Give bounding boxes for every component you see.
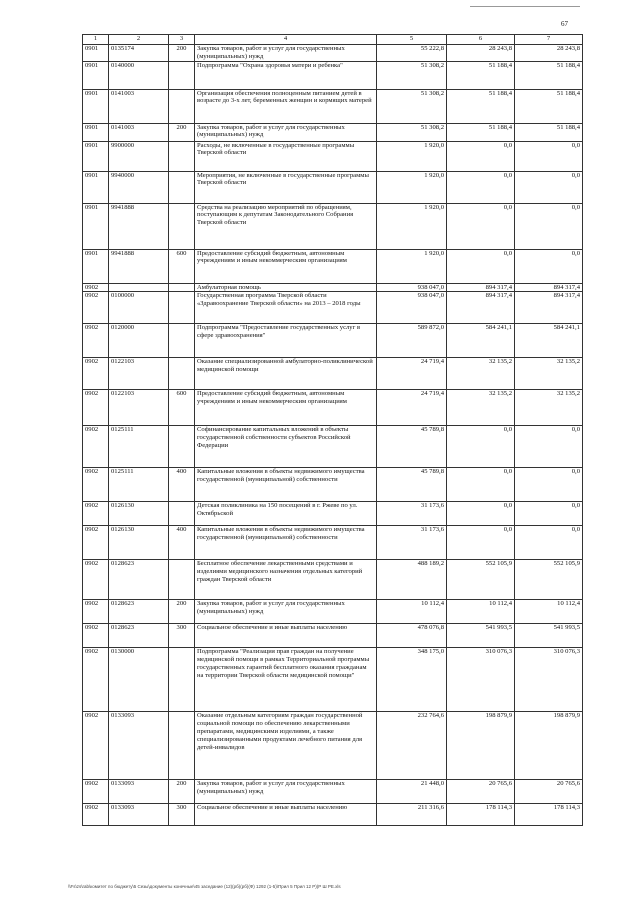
expense-type-cell — [169, 560, 195, 600]
amount-cell: 584 241,1 — [515, 324, 583, 358]
section-code-cell: 0901 — [83, 123, 109, 141]
amount-cell: 1 920,0 — [377, 171, 447, 203]
description-cell: Детская поликлиника на 150 посещений в г. Ржеве по ул. Октябрьской — [195, 502, 377, 526]
section-code-cell: 0902 — [83, 560, 109, 600]
amount-cell: 21 448,0 — [377, 780, 447, 804]
section-code-cell: 0901 — [83, 61, 109, 89]
amount-cell: 51 188,4 — [447, 123, 515, 141]
description-cell: Средства на реализацию мероприятий по обращениям, поступающим к депутатам Законодательного Собрания Тверской области — [195, 203, 377, 249]
amount-cell: 28 243,8 — [515, 45, 583, 62]
amount-cell: 0,0 — [447, 526, 515, 560]
section-code-cell: 0902 — [83, 283, 109, 292]
expense-type-cell: 600 — [169, 249, 195, 283]
amount-cell: 0,0 — [515, 141, 583, 171]
expense-type-cell — [169, 292, 195, 324]
amount-cell: 310 076,3 — [447, 648, 515, 712]
amount-cell: 178 114,3 — [515, 804, 583, 826]
amount-cell: 488 189,2 — [377, 560, 447, 600]
target-article-cell: 0100000 — [109, 292, 169, 324]
amount-cell: 0,0 — [447, 171, 515, 203]
amount-cell: 894 317,4 — [447, 283, 515, 292]
target-article-cell: 0133093 — [109, 804, 169, 826]
section-code-cell: 0902 — [83, 780, 109, 804]
table-row — [83, 712, 583, 780]
amount-cell: 10 112,4 — [515, 600, 583, 624]
amount-cell: 938 047,0 — [377, 292, 447, 324]
section-code-cell: 0901 — [83, 203, 109, 249]
description-cell: Подпрограмма "Реализация прав граждан на получение медицинской помощи в рамках Территориальной программы государственных гарантий бесплатного оказания гражданам на территории Тверской области медицинской помощи" — [195, 648, 377, 712]
section-code-cell: 0901 — [83, 45, 109, 62]
budget-table — [82, 34, 583, 826]
target-article-cell: 0141003 — [109, 89, 169, 123]
table-row — [83, 426, 583, 468]
target-article-cell: 0122103 — [109, 358, 169, 390]
table-row — [83, 123, 583, 141]
amount-cell: 51 188,4 — [447, 61, 515, 89]
target-article-cell: 0126130 — [109, 502, 169, 526]
amount-cell: 0,0 — [515, 468, 583, 502]
section-code-cell: 0902 — [83, 468, 109, 502]
section-code-cell: 0902 — [83, 600, 109, 624]
target-article-cell: 0125111 — [109, 468, 169, 502]
target-article-cell: 0141003 — [109, 123, 169, 141]
table-row — [83, 780, 583, 804]
target-article-cell — [109, 283, 169, 292]
description-cell: Мероприятия, не включенные в государственные программы Тверской области — [195, 171, 377, 203]
expense-type-cell: 300 — [169, 624, 195, 648]
expense-type-cell — [169, 324, 195, 358]
table-row — [83, 141, 583, 171]
target-article-cell: 9941888 — [109, 249, 169, 283]
description-cell: Закупка товаров, работ и услуг для государственных (муниципальных) нужд — [195, 123, 377, 141]
expense-type-cell: 200 — [169, 600, 195, 624]
expense-type-cell — [169, 426, 195, 468]
amount-cell: 20 765,6 — [447, 780, 515, 804]
description-cell: Государственная программа Тверской области «Здравоохранение Тверской области» на 2013 – 2018 годы — [195, 292, 377, 324]
amount-cell: 938 047,0 — [377, 283, 447, 292]
amount-cell: 20 765,6 — [515, 780, 583, 804]
section-code-cell: 0901 — [83, 249, 109, 283]
table-row — [83, 390, 583, 426]
description-cell: Подпрограмма "Охрана здоровья матери и ребенка" — [195, 61, 377, 89]
amount-cell: 0,0 — [447, 203, 515, 249]
description-cell: Расходы, не включенные в государственные программы Тверской области — [195, 141, 377, 171]
expense-type-cell: 200 — [169, 123, 195, 141]
table-row — [83, 45, 583, 62]
target-article-cell: 0128623 — [109, 600, 169, 624]
section-code-cell: 0902 — [83, 624, 109, 648]
amount-cell: 0,0 — [515, 249, 583, 283]
top-rule — [470, 6, 580, 7]
section-code-cell: 0902 — [83, 804, 109, 826]
section-code-cell: 0902 — [83, 526, 109, 560]
section-code-cell: 0902 — [83, 292, 109, 324]
table-row — [83, 502, 583, 526]
description-cell: Капитальные вложения в объекты недвижимого имущества государственной (муниципальной) собственности — [195, 468, 377, 502]
table-row — [83, 804, 583, 826]
page-number: 67 — [561, 20, 568, 28]
amount-cell: 55 222,8 — [377, 45, 447, 62]
amount-cell: 310 076,3 — [515, 648, 583, 712]
expense-type-cell: 200 — [169, 780, 195, 804]
target-article-cell: 0126130 — [109, 526, 169, 560]
table-row — [83, 648, 583, 712]
section-code-cell: 0901 — [83, 89, 109, 123]
table-row — [83, 89, 583, 123]
table-row — [83, 624, 583, 648]
expense-type-cell — [169, 141, 195, 171]
amount-cell: 0,0 — [515, 426, 583, 468]
table-row — [83, 358, 583, 390]
amount-cell: 584 241,1 — [447, 324, 515, 358]
amount-cell: 24 719,4 — [377, 358, 447, 390]
expense-type-cell — [169, 502, 195, 526]
amount-cell: 45 789,8 — [377, 468, 447, 502]
table-row — [83, 203, 583, 249]
expense-type-cell — [169, 648, 195, 712]
expense-type-cell: 400 — [169, 526, 195, 560]
amount-cell: 552 105,9 — [447, 560, 515, 600]
section-code-cell: 0902 — [83, 712, 109, 780]
amount-cell: 1 920,0 — [377, 249, 447, 283]
table-row — [83, 526, 583, 560]
table-row — [83, 249, 583, 283]
description-cell: Предоставление субсидий бюджетным, автономным учреждениям и иным некоммерческим организациям — [195, 249, 377, 283]
description-cell: Закупка товаров, работ и услуг для государственных (муниципальных) нужд — [195, 600, 377, 624]
target-article-cell: 0122103 — [109, 390, 169, 426]
amount-cell: 1 920,0 — [377, 203, 447, 249]
target-article-cell: 0140000 — [109, 61, 169, 89]
amount-cell: 10 112,4 — [377, 600, 447, 624]
amount-cell: 0,0 — [515, 171, 583, 203]
section-code-cell: 0902 — [83, 648, 109, 712]
amount-cell: 541 993,5 — [515, 624, 583, 648]
table-row — [83, 283, 583, 292]
table-row — [83, 61, 583, 89]
amount-cell: 24 719,4 — [377, 390, 447, 426]
amount-cell: 0,0 — [515, 502, 583, 526]
header-cell: 5 — [377, 35, 447, 45]
description-cell: Подпрограмма "Предоставление государственных услуг в сфере здравоохранения" — [195, 324, 377, 358]
section-code-cell: 0902 — [83, 390, 109, 426]
expense-type-cell: 200 — [169, 45, 195, 62]
amount-cell: 0,0 — [447, 426, 515, 468]
target-article-cell: 0125111 — [109, 426, 169, 468]
amount-cell: 32 135,2 — [515, 390, 583, 426]
description-cell: Капитальные вложения в объекты недвижимого имущества государственной (муниципальной) собственности — [195, 526, 377, 560]
target-article-cell: 9900000 — [109, 141, 169, 171]
target-article-cell: 0135174 — [109, 45, 169, 62]
amount-cell: 32 135,2 — [447, 390, 515, 426]
table-row — [83, 468, 583, 502]
amount-cell: 198 879,9 — [515, 712, 583, 780]
expense-type-cell — [169, 712, 195, 780]
amount-cell: 198 879,9 — [447, 712, 515, 780]
expense-type-cell — [169, 89, 195, 123]
amount-cell: 541 993,5 — [447, 624, 515, 648]
description-cell: Предоставление субсидий бюджетным, автономным учреждениям и иным некоммерческим организациям — [195, 390, 377, 426]
header-cell: 1 — [83, 35, 109, 45]
description-cell: Закупка товаров, работ и услуг для государственных (муниципальных) нужд — [195, 780, 377, 804]
header-cell: 3 — [169, 35, 195, 45]
table-row — [83, 324, 583, 358]
amount-cell: 211 316,6 — [377, 804, 447, 826]
section-code-cell: 0901 — [83, 141, 109, 171]
table-row — [83, 171, 583, 203]
target-article-cell: 0128623 — [109, 560, 169, 600]
description-cell: Оказание специализированной амбулаторно-поликлинической медицинской помощи — [195, 358, 377, 390]
amount-cell: 0,0 — [447, 502, 515, 526]
amount-cell: 31 173,6 — [377, 526, 447, 560]
description-cell: Социальное обеспечение и иные выплаты населению — [195, 804, 377, 826]
amount-cell: 1 920,0 — [377, 141, 447, 171]
target-article-cell: 9940000 — [109, 171, 169, 203]
description-cell: Закупка товаров, работ и услуг для государственных (муниципальных) нужд — [195, 45, 377, 62]
amount-cell: 51 188,4 — [515, 89, 583, 123]
amount-cell: 51 188,4 — [515, 123, 583, 141]
expense-type-cell: 300 — [169, 804, 195, 826]
amount-cell: 51 188,4 — [515, 61, 583, 89]
amount-cell: 0,0 — [447, 249, 515, 283]
table-row — [83, 292, 583, 324]
header-cell: 6 — [447, 35, 515, 45]
header-cell: 7 — [515, 35, 583, 45]
amount-cell: 28 243,8 — [447, 45, 515, 62]
description-cell: Софинансирование капитальных вложений в объекты государственной собственности субъектов Российской Федерации — [195, 426, 377, 468]
expense-type-cell — [169, 203, 195, 249]
description-cell: Социальное обеспечение и иные выплаты населению — [195, 624, 377, 648]
description-cell: Оказание отдельным категориям граждан государственной социальной помощи по обеспечению лекарственными препаратами, медицинскими изделиями, а также специализированными продуктами лечебного питания для детей-инвалидов — [195, 712, 377, 780]
amount-cell: 32 135,2 — [515, 358, 583, 390]
table-row — [83, 600, 583, 624]
description-cell: Амбулаторная помощь — [195, 283, 377, 292]
amount-cell: 51 188,4 — [447, 89, 515, 123]
header-cell: 2 — [109, 35, 169, 45]
target-article-cell: 0130000 — [109, 648, 169, 712]
amount-cell: 0,0 — [515, 203, 583, 249]
target-article-cell: 9941888 — [109, 203, 169, 249]
amount-cell: 232 764,6 — [377, 712, 447, 780]
section-code-cell: 0902 — [83, 324, 109, 358]
amount-cell: 51 308,2 — [377, 61, 447, 89]
amount-cell: 10 112,4 — [447, 600, 515, 624]
target-article-cell: 0120000 — [109, 324, 169, 358]
target-article-cell: 0133093 — [109, 712, 169, 780]
amount-cell: 51 308,2 — [377, 123, 447, 141]
amount-cell: 51 308,2 — [377, 89, 447, 123]
section-code-cell: 0901 — [83, 171, 109, 203]
target-article-cell: 0133093 — [109, 780, 169, 804]
target-article-cell: 0128623 — [109, 624, 169, 648]
section-code-cell: 0902 — [83, 426, 109, 468]
expense-type-cell — [169, 283, 195, 292]
amount-cell: 348 175,0 — [377, 648, 447, 712]
expense-type-cell — [169, 358, 195, 390]
header-cell: 4 — [195, 35, 377, 45]
table-row — [83, 560, 583, 600]
amount-cell: 0,0 — [515, 526, 583, 560]
file-path-footer: \\Fs\zs\rab\комитет по бюджету\5 Сезы\документы конечные\45 заседание (12)(рб)(рб)(Ф) 1292 (1-5)\Прил 5 Прил 12 Р)(Р Ш РЕ.xls — [68, 884, 341, 889]
amount-cell: 894 317,4 — [447, 292, 515, 324]
section-code-cell: 0902 — [83, 502, 109, 526]
description-cell: Организация обеспечения полноценным питанием детей в возрасте до 3-х лет, беременных женщин и кормящих матерей — [195, 89, 377, 123]
amount-cell: 0,0 — [447, 468, 515, 502]
description-cell: Бесплатное обеспечение лекарственными средствами и изделиями медицинского назначения отдельных категорий граждан Тверской области — [195, 560, 377, 600]
expense-type-cell: 400 — [169, 468, 195, 502]
amount-cell: 589 872,0 — [377, 324, 447, 358]
expense-type-cell — [169, 61, 195, 89]
amount-cell: 0,0 — [447, 141, 515, 171]
expense-type-cell: 600 — [169, 390, 195, 426]
amount-cell: 45 789,8 — [377, 426, 447, 468]
header-row — [83, 35, 583, 45]
amount-cell: 32 135,2 — [447, 358, 515, 390]
amount-cell: 552 105,9 — [515, 560, 583, 600]
expense-type-cell — [169, 171, 195, 203]
amount-cell: 894 317,4 — [515, 292, 583, 324]
amount-cell: 894 317,4 — [515, 283, 583, 292]
section-code-cell: 0902 — [83, 358, 109, 390]
amount-cell: 478 076,8 — [377, 624, 447, 648]
amount-cell: 178 114,3 — [447, 804, 515, 826]
amount-cell: 31 173,6 — [377, 502, 447, 526]
